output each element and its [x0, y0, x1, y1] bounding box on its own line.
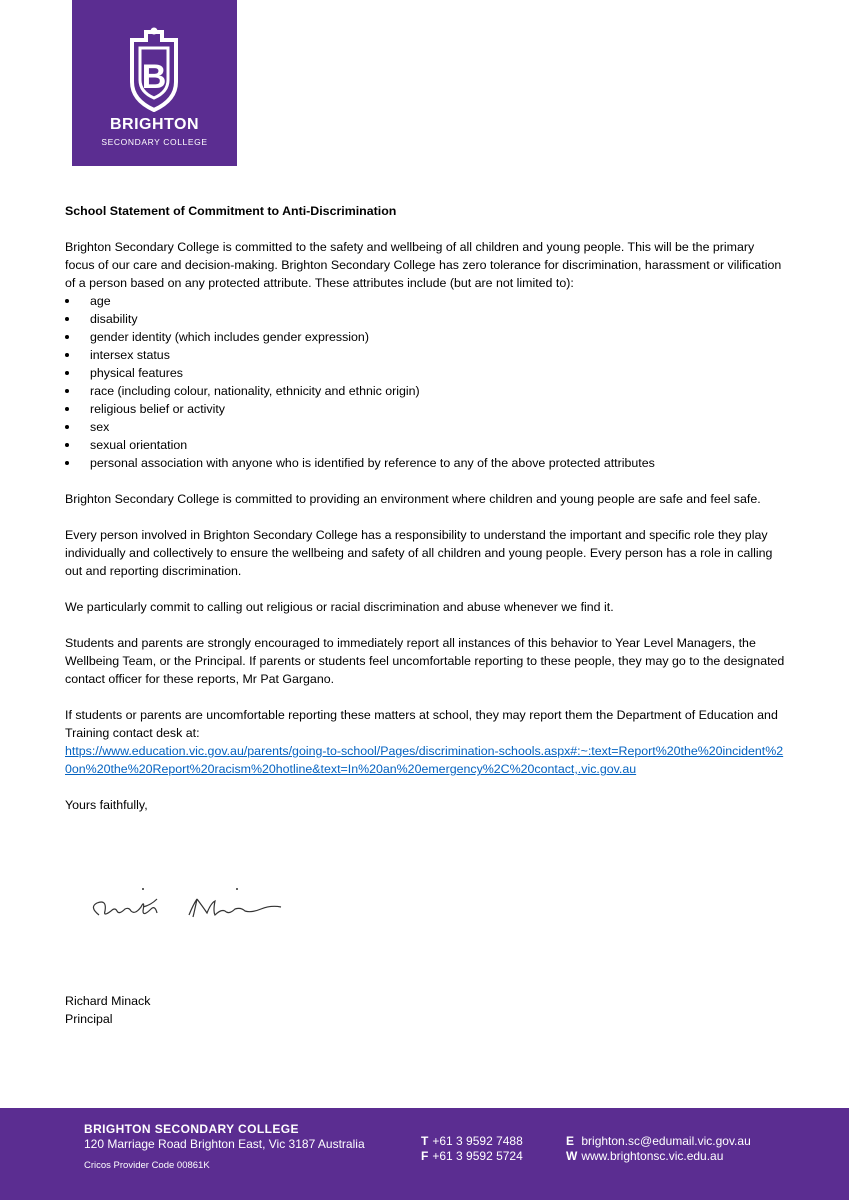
- logo-subname: SECONDARY COLLEGE: [101, 137, 208, 147]
- list-item: sexual orientation: [65, 436, 785, 454]
- list-item: personal association with anyone who is identified by reference to any of the above protected attributes: [65, 454, 785, 472]
- bullet-icon: [65, 461, 69, 465]
- list-item: gender identity (which includes gender expression): [65, 328, 785, 346]
- logo-name: BRIGHTON: [109, 116, 200, 133]
- footer-phone[interactable]: +61 3 9592 7488: [432, 1134, 523, 1148]
- footer-fax: +61 3 9592 5724: [432, 1149, 523, 1163]
- intro-paragraph: Brighton Secondary College is committed to the safety and wellbeing of all children and young people. This will be the primary focus of our care and decision-making. Brighton Secondary College has zero tolerance for discrimination, harassment or vilification of a person based on any protected attribute. These attributes include (but are not limited to):: [65, 240, 782, 290]
- department-link[interactable]: https://www.education.vic.gov.au/parents/going-to-school/Pages/discrimination-schools.aspx#:~:text=Report%20the%20incident%20on%20the%20Report%20racism%20hotline&text=In%20an%20emergency%2C%20contact,.vic.gov.au: [65, 744, 784, 776]
- footer-cricos: Cricos Provider Code 00861K: [84, 1160, 210, 1171]
- department-paragraph: If students or parents are uncomfortable reporting these matters at school, they may report them the Department of Education and Training contact desk at: https://www.education.vic.gov.au/parents/going-to-school/Pages/discrimination-schools.aspx#:~:text=Report%20the%20incident%20on%20the%20Report%20racism%20hotline&text=In%20an%20emergency%2C%20contact,.vic.gov.au: [65, 708, 784, 776]
- list-item: religious belief or activity: [65, 400, 785, 418]
- bullet-icon: [65, 407, 69, 411]
- list-item: sex: [65, 418, 785, 436]
- web-label: W: [566, 1149, 578, 1163]
- svg-text:B: B: [141, 58, 167, 96]
- letter-heading: School Statement of Commitment to Anti-Discrimination: [65, 204, 397, 218]
- signoff: [65, 992, 150, 1028]
- list-item: intersex status: [65, 346, 785, 364]
- environment-paragraph: Brighton Secondary College is committed to providing an environment where children and young people are safe and feel safe.: [65, 492, 761, 506]
- responsibility-paragraph: Every person involved in Brighton Secondary College has a responsibility to understand the important and specific role they play individually and collectively to ensure the wellbeing and safety of all children and young people. Every person has a role in calling out and reporting discrimination.: [65, 528, 773, 578]
- list-item: disability: [65, 310, 785, 328]
- school-logo: [72, 0, 237, 166]
- bullet-icon: [65, 317, 69, 321]
- footer: [0, 1108, 849, 1200]
- signer-title: Principal: [65, 1012, 113, 1026]
- footer-web[interactable]: www.brightonsc.vic.edu.au: [581, 1149, 724, 1163]
- footer-email-web: [566, 1134, 751, 1164]
- fax-label: F: [421, 1149, 429, 1163]
- bullet-icon: [65, 335, 69, 339]
- closing-text: Yours faithfully,: [65, 798, 148, 812]
- list-item: physical features: [65, 364, 785, 382]
- signature-image: [85, 885, 295, 930]
- protected-attributes-list: [65, 292, 785, 472]
- bullet-icon: [65, 443, 69, 447]
- phone-label: T: [421, 1134, 429, 1148]
- bullet-icon: [65, 371, 69, 375]
- shield-crest-icon: [124, 26, 184, 112]
- list-item: race (including colour, nationality, ethnicity and ethnic origin): [65, 382, 785, 400]
- bullet-icon: [65, 299, 69, 303]
- letter-body: [65, 202, 785, 832]
- footer-address: 120 Marriage Road Brighton East, Vic 3187 Australia: [84, 1137, 365, 1151]
- list-item: age: [65, 292, 785, 310]
- bullet-icon: [65, 353, 69, 357]
- signer-name: Richard Minack: [65, 994, 151, 1008]
- bullet-icon: [65, 425, 69, 429]
- footer-phone-fax: [421, 1134, 523, 1164]
- email-label: E: [566, 1134, 575, 1148]
- commitment-paragraph: We particularly commit to calling out religious or racial discrimination and abuse whenever we find it.: [65, 600, 614, 614]
- footer-email[interactable]: brighton.sc@edumail.vic.gov.au: [581, 1134, 751, 1148]
- reporting-paragraph: Students and parents are strongly encouraged to immediately report all instances of this behavior to Year Level Managers, the Wellbeing Team, or the Principal. If parents or students feel uncomfortable reporting to these people, they may go to the designated contact officer for these reports, Mr Pat Gargano.: [65, 636, 785, 686]
- footer-school-name: BRIGHTON SECONDARY COLLEGE: [84, 1122, 299, 1136]
- bullet-icon: [65, 389, 69, 393]
